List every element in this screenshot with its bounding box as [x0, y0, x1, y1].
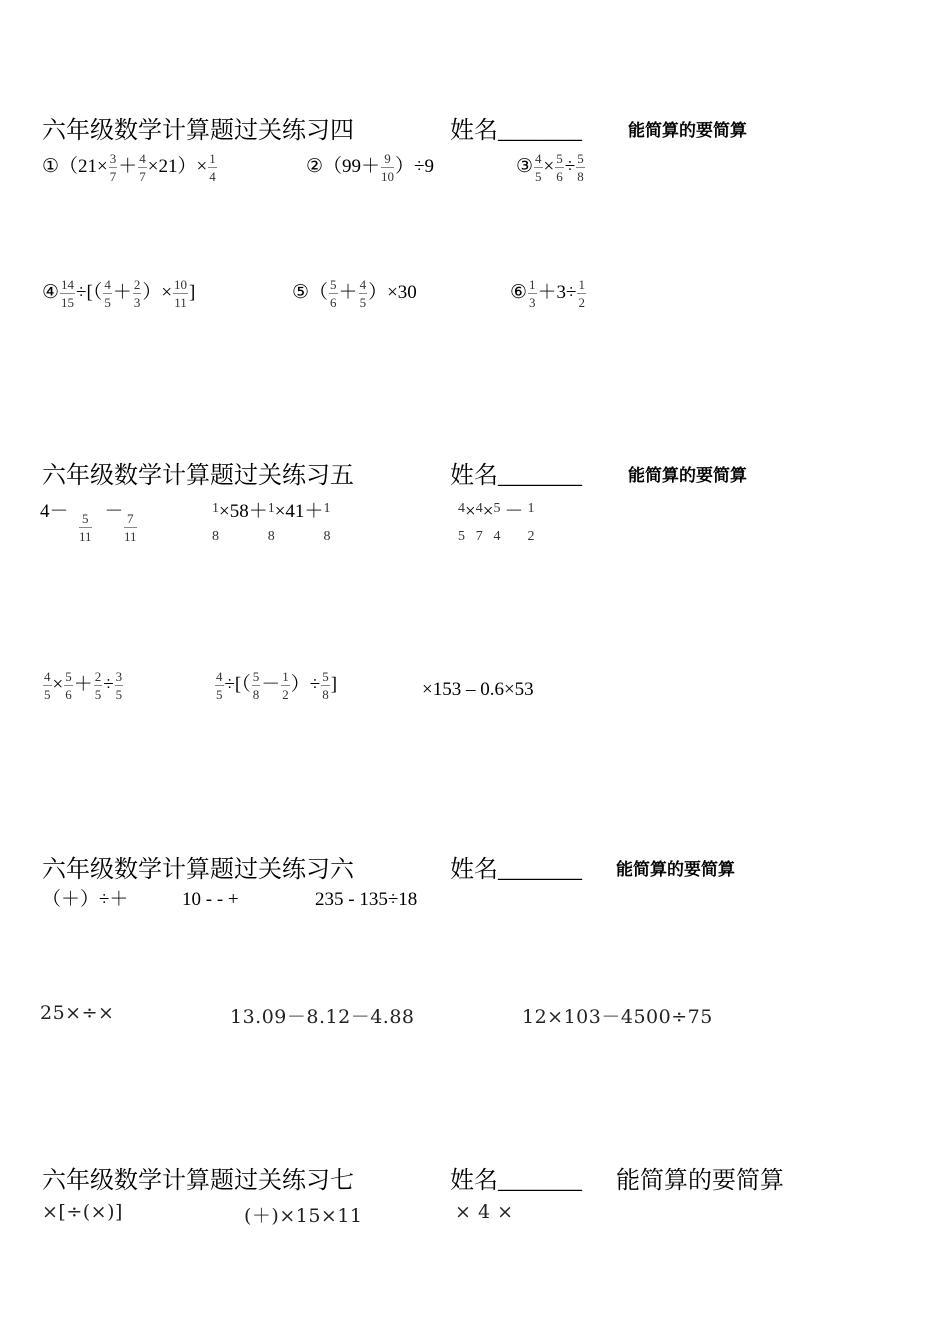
- problem-7-3: × 4 ×: [455, 1201, 514, 1223]
- fraction: $\frac{3}{7}$: [109, 151, 117, 184]
- problem-6-2: 10 - - +: [182, 889, 239, 910]
- problem-4-6: ⑥ $\frac{1}{3}$ ＋3÷ $\frac{1}{2}$: [510, 277, 585, 310]
- fraction: $\frac{4}{5}$: [44, 669, 51, 702]
- problem-6-1: （＋）÷＋: [42, 889, 129, 910]
- fraction: $\frac{5}{6}$: [65, 669, 72, 702]
- fraction: $\frac{14}{15}$: [61, 277, 75, 310]
- fraction: $\frac{4}{5}$: [359, 277, 367, 310]
- section-4-title: 六年级数学计算题过关练习四: [42, 118, 354, 144]
- section-6-title: 六年级数学计算题过关练习六: [42, 857, 354, 883]
- problem-4-5: ⑤（ $\frac{5}{6}$ ＋ $\frac{4}{5}$ ）×30: [292, 277, 417, 310]
- problem-4-3: ③ $\frac{4}{5}$ × $\frac{5}{6}$ ÷ $\frac{5}{8}$: [516, 151, 584, 184]
- problem-7-1: ×[÷(×)]: [42, 1201, 123, 1223]
- fraction: $\frac{5}{8}$: [577, 151, 584, 184]
- section-6-hint: 能简算的要简算: [616, 860, 735, 879]
- section-4-hint: 能简算的要简算: [628, 121, 747, 140]
- problem-6-4: 25×÷×: [40, 1002, 115, 1024]
- fraction: $\frac{1}{3}$: [529, 277, 536, 310]
- section-7-title: 六年级数学计算题过关练习七: [42, 1168, 354, 1194]
- fraction: $\frac{4}{7}$: [139, 151, 146, 184]
- problem-5-2: 1 8 ×58＋ 1 8 ×41＋ 1 8: [212, 501, 331, 544]
- problem-5-4: $\frac{4}{5}$ × $\frac{5}{6}$ ＋ $\frac{2}{5}$ ÷ $\frac{3}{5}$: [44, 669, 123, 702]
- fraction: 1 8: [212, 501, 219, 544]
- problem-7-2: (＋)×15×11: [244, 1205, 363, 1227]
- fraction: 4 7: [475, 501, 483, 544]
- section-5-hint: 能简算的要简算: [628, 466, 747, 485]
- problem-6-6: 12×103－4500÷75: [522, 1006, 713, 1028]
- fraction: 4 5: [458, 501, 465, 544]
- problem-6-5: 13.09－8.12－4.88: [230, 1006, 415, 1028]
- fraction: $\frac{1}{4}$: [209, 151, 216, 184]
- problem-5-6: ×153 – 0.6×53: [422, 679, 534, 700]
- fraction: $\frac{9}{10}$: [381, 151, 395, 184]
- fraction: $\frac{4}{5}$: [216, 669, 223, 702]
- problem-4-4: ④ $\frac{14}{15}$ ÷[（ $\frac{4}{5}$ ＋ $\frac{2}{3}$ ）× $\frac{10}{11}$ ]: [42, 277, 196, 310]
- fraction: $\frac{5}{8}$: [252, 669, 260, 702]
- fraction: $\frac{1}{2}$: [578, 277, 585, 310]
- fraction: $\frac{5}{6}$: [330, 277, 337, 310]
- problem-4-1: ①（21× $\frac{3}{7}$ ＋ $\frac{4}{7}$ ×21）× $\frac{1}{4}$: [42, 151, 216, 184]
- section-5-name-field: 姓名_______: [450, 463, 582, 489]
- fraction: $\frac{5}{11}$: [79, 511, 92, 544]
- fraction: 1 8: [267, 501, 275, 544]
- fraction: $\frac{2}{3}$: [133, 277, 141, 310]
- fraction: $\frac{5}{6}$: [556, 151, 563, 184]
- fraction: $\frac{1}{2}$: [282, 669, 289, 702]
- problem-4-2: ②（99＋ $\frac{9}{10}$ ）÷9: [306, 151, 434, 184]
- problem-5-5: $\frac{4}{5}$ ÷[（ $\frac{5}{8}$ － $\frac{1}{2}$ ）÷ $\frac{5}{8}$ ]: [216, 669, 338, 702]
- fraction: $\frac{2}{5}$: [94, 669, 102, 702]
- section-7-hint: 能简算的要简算: [616, 1168, 784, 1194]
- fraction: $\frac{4}{5}$: [535, 151, 542, 184]
- section-6-name-field: 姓名_______: [450, 857, 582, 883]
- fraction: 1 2: [527, 501, 535, 544]
- problem-6-3: 235 - 135÷18: [315, 889, 418, 910]
- fraction: $\frac{10}{11}$: [174, 277, 188, 310]
- problem-5-3: 4 5 × 4 7 × 5 4 － 1 2: [458, 501, 535, 544]
- fraction: $\frac{3}{5}$: [115, 669, 123, 702]
- fraction: $\frac{7}{11}$: [124, 511, 137, 544]
- fraction: 5 4: [493, 501, 501, 544]
- section-7-name-field: 姓名_______: [450, 1168, 582, 1194]
- section-5-title: 六年级数学计算题过关练习五: [42, 463, 354, 489]
- section-4-name-field: 姓名_______: [450, 118, 582, 144]
- fraction: $\frac{4}{5}$: [104, 277, 111, 310]
- problem-5-1: 4－ －: [40, 501, 124, 522]
- fraction: $\frac{5}{8}$: [322, 669, 329, 702]
- fraction: 1 8: [323, 501, 331, 544]
